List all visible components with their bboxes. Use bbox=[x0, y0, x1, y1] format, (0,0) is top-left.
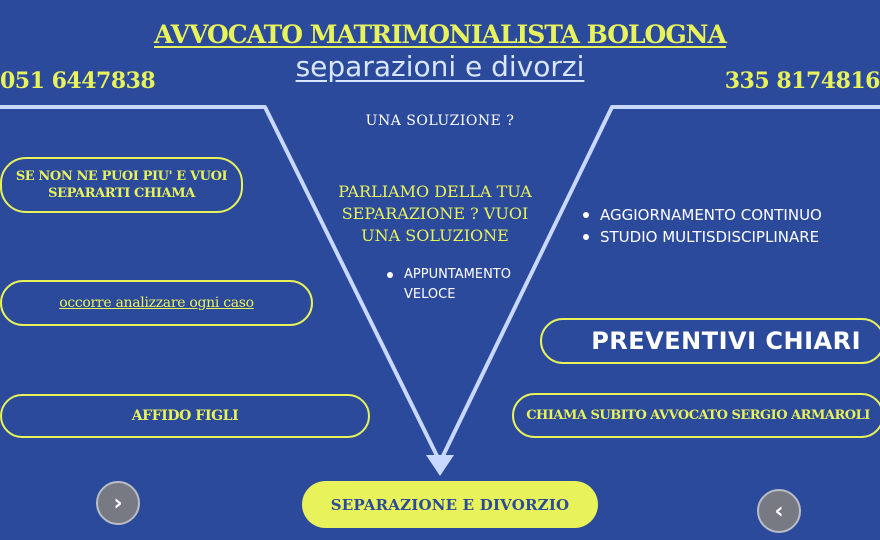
page-subtitle[interactable]: separazioni e divorzi bbox=[295, 50, 585, 83]
funnel-arrowhead bbox=[426, 455, 454, 476]
separation-talk-text: PARLIAMO DELLA TUA SEPARAZIONE ? VUOI UNA SOLUZIONE bbox=[338, 182, 532, 245]
bullet-appuntamento: APPUNTAMENTO VELOCE bbox=[384, 265, 534, 305]
page-title: AVVOCATO MATRIMONIALISTA BOLOGNA bbox=[154, 20, 726, 49]
separarti-chiama-button[interactable]: SE NON NE PUOI PIU' E VUOI SEPARARTI CHIAMA bbox=[0, 157, 243, 213]
preventivi-chiari-button[interactable]: PREVENTIVI CHIARI bbox=[540, 318, 880, 364]
phone-number-left[interactable]: 051 6447838 bbox=[0, 68, 156, 94]
phone-number-right[interactable]: 335 8174816 bbox=[724, 68, 880, 94]
next-slide-button[interactable] bbox=[96, 481, 140, 525]
affido-figli-button[interactable]: AFFIDO FIGLI bbox=[0, 394, 370, 438]
chevron-left-icon: ‹ bbox=[774, 498, 784, 524]
bullet-studio: STUDIO MULTISDISCIPLINARE bbox=[580, 226, 822, 248]
prev-slide-button[interactable] bbox=[757, 489, 801, 533]
bullet-aggiornamento: AGGIORNAMENTO CONTINUO bbox=[580, 204, 822, 226]
separazione-divorzio-button[interactable]: SEPARAZIONE E DIVORZIO bbox=[302, 481, 598, 528]
right-bullet-list bbox=[580, 204, 822, 248]
analizzare-caso-link[interactable]: occorre analizzare ogni caso bbox=[0, 280, 313, 326]
solution-question: UNA SOLUZIONE ? bbox=[365, 113, 515, 129]
chiama-avvocato-button[interactable]: CHIAMA SUBITO AVVOCATO SERGIO ARMAROLI bbox=[512, 393, 880, 438]
center-bullet-list bbox=[384, 265, 534, 305]
chevron-right-icon: › bbox=[113, 490, 123, 516]
